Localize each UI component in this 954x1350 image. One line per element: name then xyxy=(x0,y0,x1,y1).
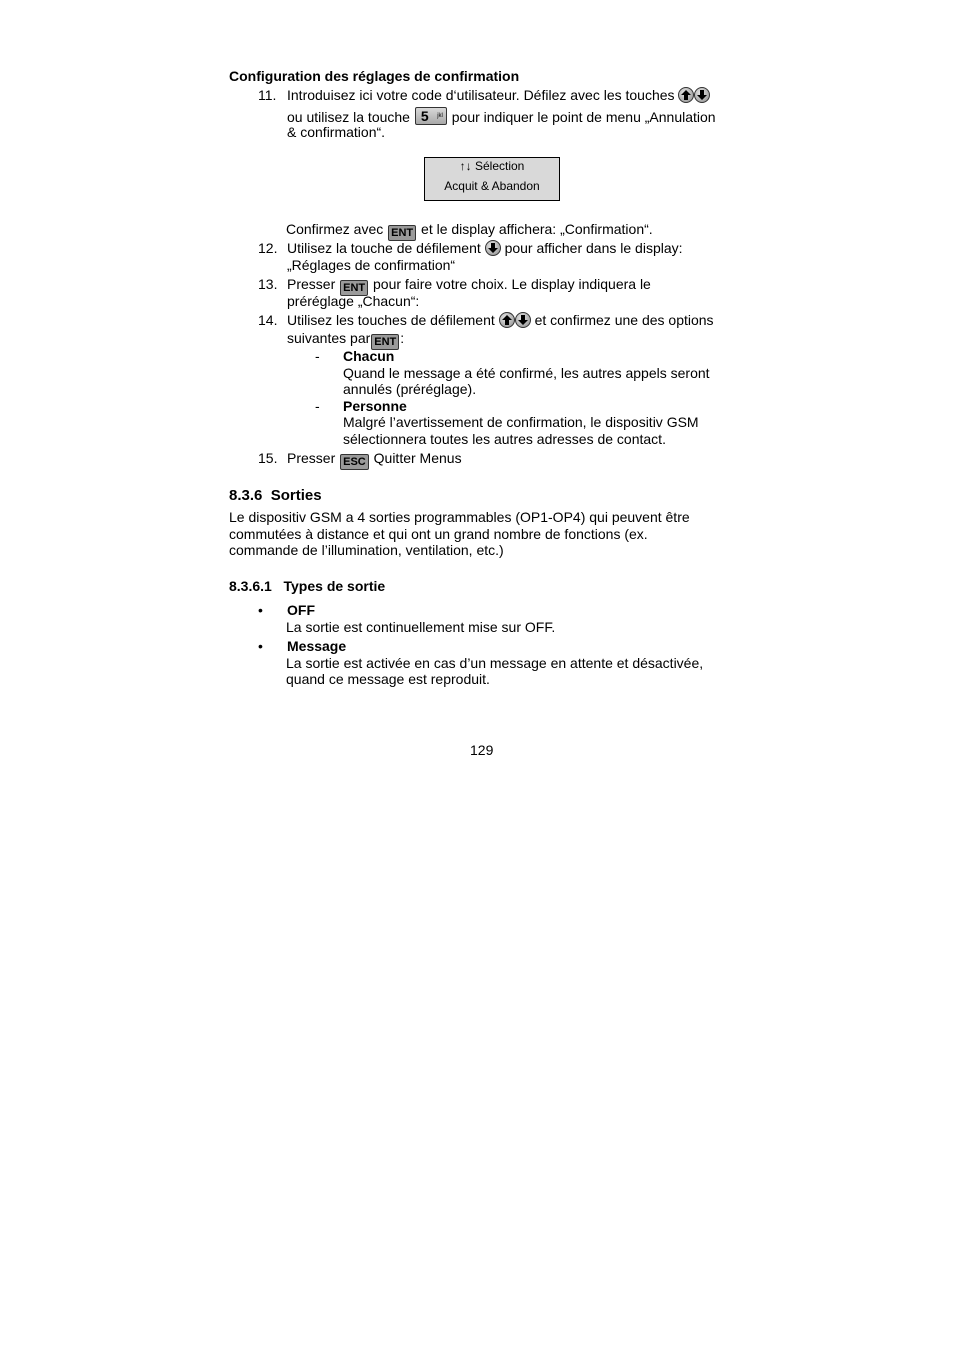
step-text-part: suivantes par xyxy=(287,330,371,346)
step-number: 13. xyxy=(258,276,278,292)
ent-key-icon: ENT xyxy=(340,280,368,296)
section-title-text: Sorties xyxy=(270,487,322,504)
section-heading: Configuration des réglages de confirmation xyxy=(229,68,520,84)
bullet-title: OFF xyxy=(287,602,315,618)
bullet-symbol: • xyxy=(258,638,263,654)
step-text xyxy=(287,312,714,329)
step-text xyxy=(286,221,653,241)
subsection-number: 8.3.6.1 xyxy=(229,578,272,594)
step-text: „Réglages de confirmation“ xyxy=(287,257,456,273)
paragraph-line: commande de l’illumination, ventilation, etc.) xyxy=(229,542,504,558)
arrow-up-icon xyxy=(499,312,515,328)
arrow-down-icon xyxy=(515,312,531,328)
lcd-display xyxy=(424,157,560,201)
step-text-part: Quitter Menus xyxy=(373,450,462,466)
step-text-part: : xyxy=(400,330,405,346)
step-text-part: pour afficher dans le display: xyxy=(504,240,683,256)
key-5-icon xyxy=(415,107,447,125)
key-label: 5 xyxy=(420,108,429,124)
step-number: 15. xyxy=(258,450,278,466)
step-text-part: pour indiquer le point de menu „Annulation xyxy=(451,109,716,125)
esc-key-icon: ESC xyxy=(340,454,369,470)
option-text: Quand le message a été confirmé, les autres appels seront xyxy=(343,365,710,381)
paragraph-line: Le dispositiv GSM a 4 sorties programmables (OP1-OP4) qui peuvent être xyxy=(229,509,690,525)
option-text: annulés (préréglage). xyxy=(343,381,477,397)
option-title: Chacun xyxy=(343,348,395,364)
subsection-title xyxy=(229,578,385,595)
step-number: 14. xyxy=(258,312,278,328)
bullet-title: Message xyxy=(287,638,347,654)
step-text-part: et confirmez une des options xyxy=(534,312,714,328)
paragraph-line: commutées à distance et qui ont un grand nombre de fonctions (ex. xyxy=(229,526,648,542)
arrow-up-icon xyxy=(678,87,694,103)
step-text-part: Presser xyxy=(287,450,336,466)
section-title xyxy=(229,487,322,504)
option-text: Malgré l’avertissement de confirmation, le dispositiv GSM xyxy=(343,414,699,430)
arrow-down-icon xyxy=(694,87,710,103)
step-text: préréglage „Chacun“: xyxy=(287,293,420,309)
step-text-part: Introduisez ici votre code d‘utilisateur. Défilez avec les touches xyxy=(287,87,675,103)
option-text: sélectionnera toutes les autres adresses de contact. xyxy=(343,431,666,447)
step-number: 11. xyxy=(258,87,277,103)
option-dash: - xyxy=(315,348,320,364)
step-text xyxy=(287,240,683,257)
ent-key-icon: ENT xyxy=(371,334,399,350)
bullet-text: quand ce message est reproduit. xyxy=(286,671,490,687)
step-text xyxy=(287,87,710,104)
bullet-text: La sortie est continuellement mise sur OFF. xyxy=(286,619,556,635)
step-text-part: Presser xyxy=(287,276,336,292)
step-text xyxy=(287,330,404,350)
page-number: 129 xyxy=(470,742,494,758)
step-text xyxy=(287,450,462,470)
option-dash: - xyxy=(315,398,320,414)
step-text-part: ou utilisez la touche xyxy=(287,109,410,125)
step-text-part: Utilisez la touche de défilement xyxy=(287,240,481,256)
step-text-part: pour faire votre choix. Le display indiquera le xyxy=(373,276,651,292)
bullet-symbol: • xyxy=(258,602,263,618)
display-line-1: ↑↓ Sélection xyxy=(459,159,525,173)
subsection-title-text: Types de sortie xyxy=(283,578,386,594)
step-text-part: Utilisez les touches de défilement xyxy=(287,312,495,328)
step-text-part: et le display affichera: „Confirmation“. xyxy=(421,221,653,237)
key-sublabel: jkl xyxy=(437,113,443,119)
section-number: 8.3.6 xyxy=(229,487,263,504)
bullet-text: La sortie est activée en cas d’un message en attente et désactivée, xyxy=(286,655,704,671)
display-line-2: Acquit & Abandon xyxy=(444,179,540,193)
option-title: Personne xyxy=(343,398,407,414)
step-text-part: Confirmez avec xyxy=(286,221,384,237)
step-number: 12. xyxy=(258,240,278,256)
ent-key-icon: ENT xyxy=(388,225,416,241)
arrow-down-icon xyxy=(485,240,501,256)
step-text: & confirmation“. xyxy=(287,124,386,140)
